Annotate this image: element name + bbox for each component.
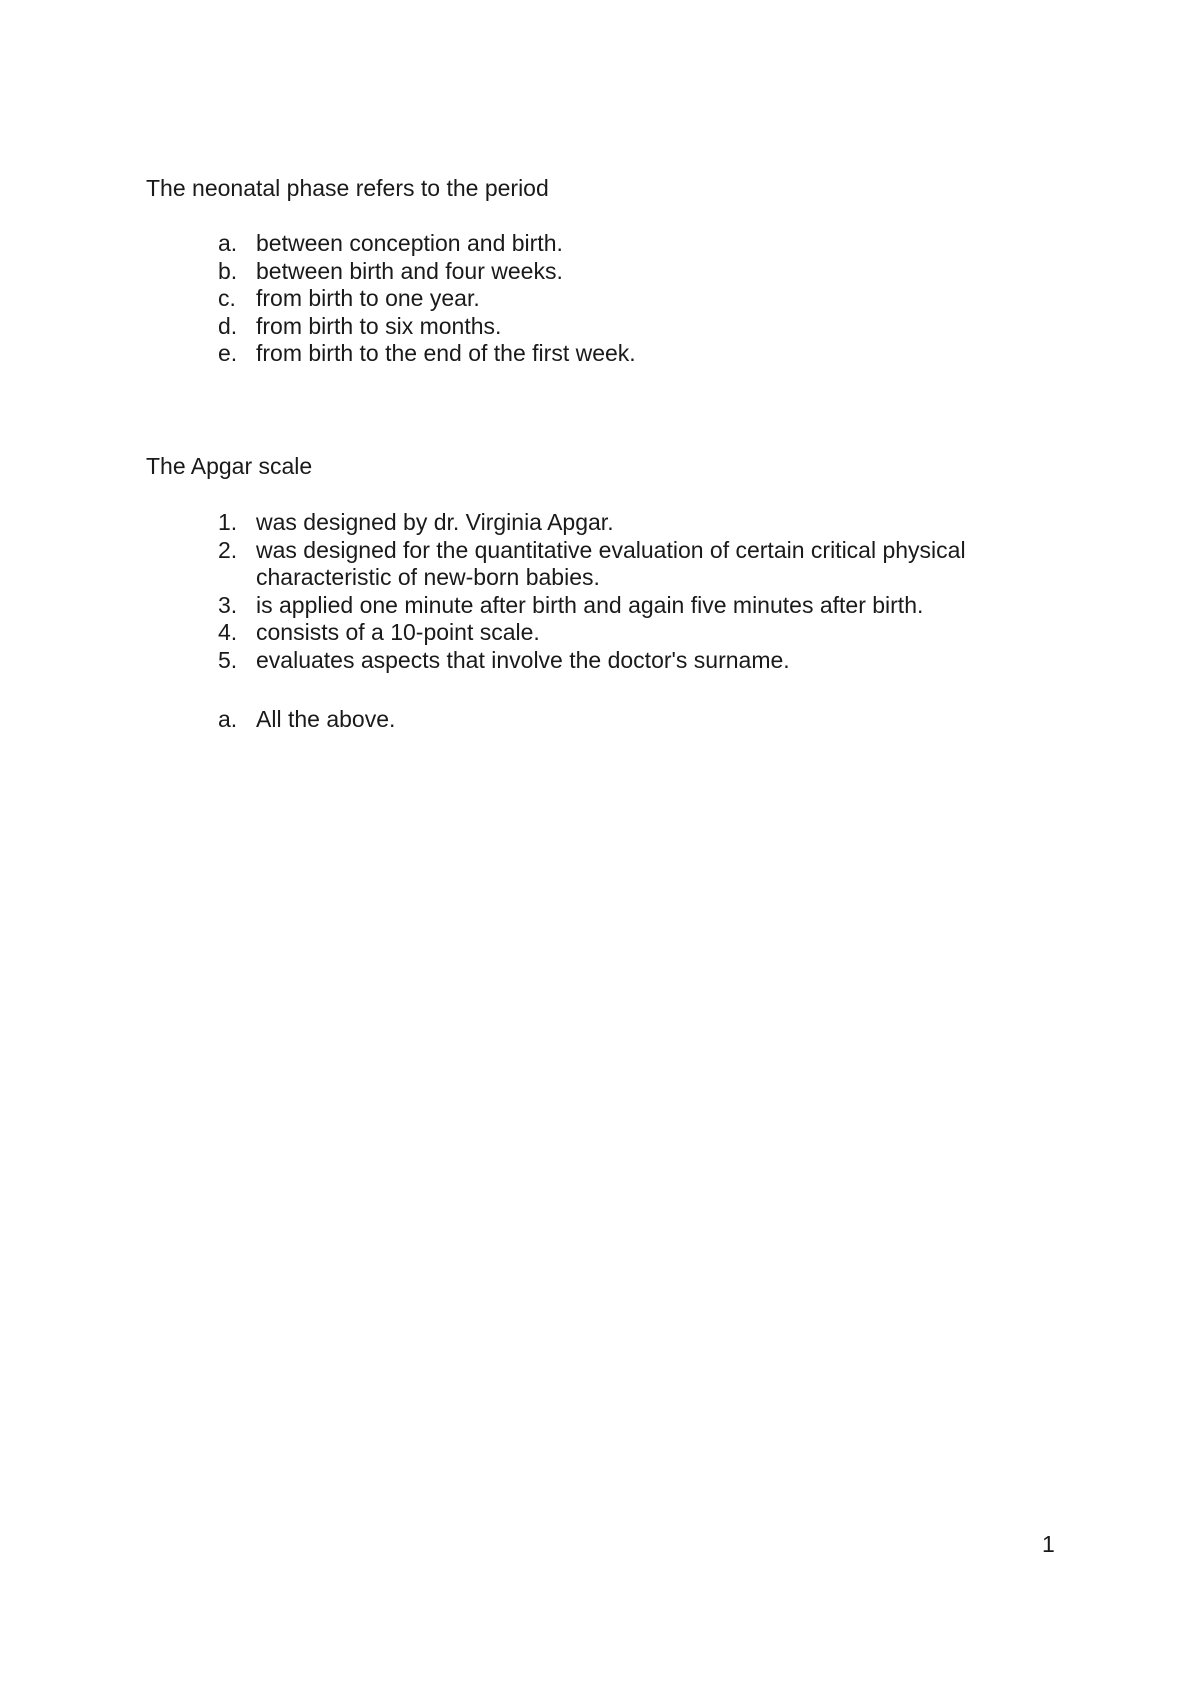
question-1-options	[218, 230, 1038, 368]
option-marker: e.	[218, 340, 238, 366]
option-marker: a.	[218, 230, 238, 256]
option-text: from birth to six months.	[256, 312, 502, 339]
statement-marker: 2.	[218, 536, 238, 563]
option-text: between birth and four weeks.	[256, 257, 563, 284]
statement-marker: 3.	[218, 591, 238, 618]
statement-marker: 4.	[218, 619, 238, 645]
statement-4	[218, 619, 1038, 647]
option-b	[218, 258, 1038, 286]
statement-text: was designed for the quantitative evaluation of certain critical physical characteristic of new-born babies.	[256, 536, 966, 590]
option-marker: b.	[218, 257, 238, 284]
option-marker: c.	[218, 285, 236, 311]
question-2-options	[218, 706, 1038, 734]
option-c	[218, 285, 1038, 313]
statement-text: was designed by dr. Virginia Apgar.	[256, 509, 614, 535]
statement-2	[218, 537, 1038, 592]
option-text: from birth to the end of the first week.	[256, 340, 636, 366]
option-a	[218, 230, 1038, 258]
option-d	[218, 313, 1038, 341]
question-2-statements	[218, 509, 1038, 674]
statement-text: consists of a 10-point scale.	[256, 619, 540, 645]
option-text: All the above.	[256, 706, 396, 732]
statement-5	[218, 647, 1038, 675]
question-1-stem: The neonatal phase refers to the period	[146, 175, 549, 201]
option-marker: a.	[218, 706, 238, 732]
option-e	[218, 340, 1038, 368]
option-text: between conception and birth.	[256, 230, 563, 256]
statement-1	[218, 509, 1038, 537]
option-a	[218, 706, 1038, 734]
statement-marker: 5.	[218, 646, 238, 673]
statement-marker: 1.	[218, 509, 238, 535]
statement-text: is applied one minute after birth and again five minutes after birth.	[256, 591, 924, 618]
statement-3	[218, 592, 1038, 620]
option-text: from birth to one year.	[256, 285, 480, 311]
question-2-stem: The Apgar scale	[146, 453, 313, 479]
option-marker: d.	[218, 312, 238, 339]
page-number: 1	[1042, 1531, 1055, 1557]
statement-text: evaluates aspects that involve the doctor's surname.	[256, 646, 790, 673]
